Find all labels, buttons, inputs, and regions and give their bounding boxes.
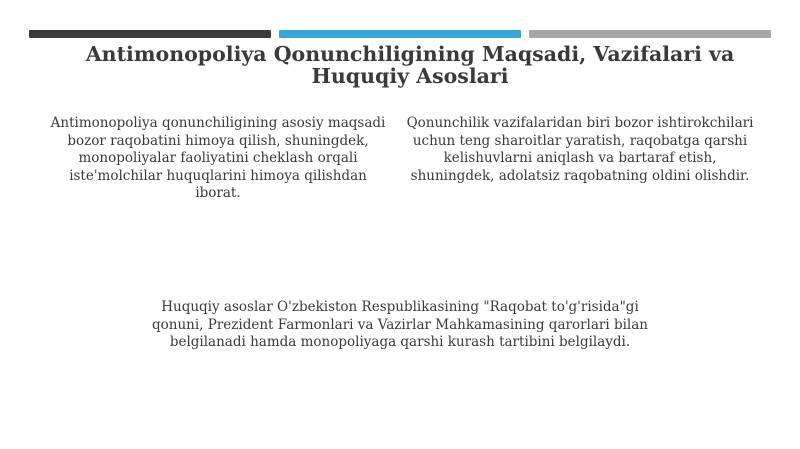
paragraph-bottom: Huquqiy asoslar O'zbekiston Respublikasining "Raqobat to'g'risida"gi qonuni, Prezident Farmonlari va Vazirlar Mahkamasining qarorlari bilan belgilanadi hamda monopoliyaga qarshi kurash tartibini belgilaydi. [152, 299, 648, 350]
decorative-bar-blue [279, 30, 521, 38]
paragraph-left: Antimonopoliya qonunchiligining asosiy maqsadi bozor raqobatini himoya qilish, shuningdek, monopoliyalar faoliyatini cheklash orqali iste'molchilar huquqlarini himoya qilishdan iborat. [50, 115, 386, 201]
slide-title: Antimonopoliya Qonunchiligining Maqsadi, Vazifalari va Huquqiy Asoslari [85, 42, 735, 88]
decorative-bar-gray [529, 30, 771, 38]
decorative-bar-dark [29, 30, 271, 38]
paragraph-right: Qonunchilik vazifalaridan biri bozor ishtirokchilari uchun teng sharoitlar yaratish, raqobatga qarshi kelishuvlarni aniqlash va bartaraf etish, shuningdek, adolatsiz raqobatning oldini olishdir. [406, 115, 754, 184]
